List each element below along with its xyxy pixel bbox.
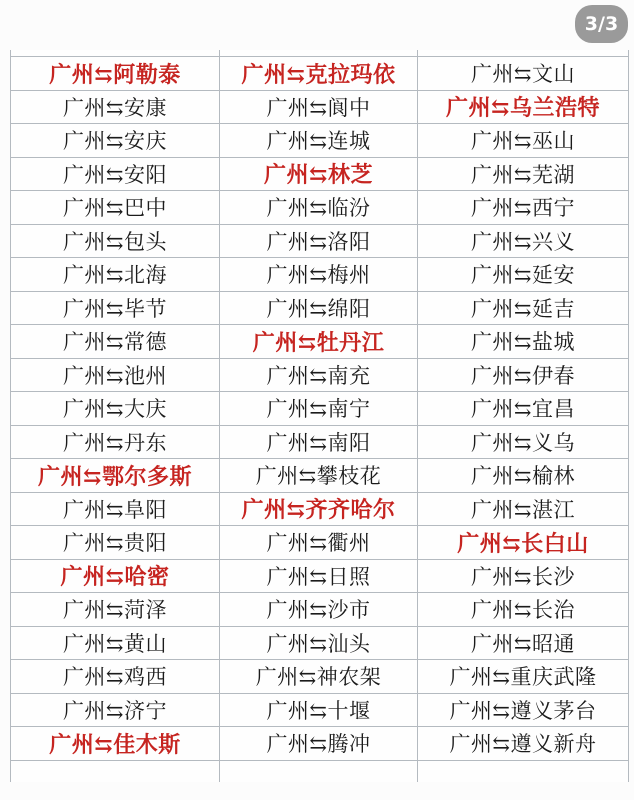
route-cell: 广州⇆安庆 — [10, 124, 220, 157]
route-cell: 广州⇆衢州 — [220, 526, 418, 559]
route-cell: 广州⇆哈密 — [10, 560, 220, 593]
table-row — [10, 258, 629, 292]
route-cell: 广州⇆延吉 — [418, 292, 629, 325]
route-cell: 广州⇆贵阳 — [10, 526, 220, 559]
route-cell: 广州⇆榆林 — [418, 459, 629, 492]
route-cell: 广州⇆遵义新舟 — [418, 727, 629, 760]
route-cell: 广州⇆南充 — [220, 359, 418, 392]
route-cell: 广州⇆毕节 — [10, 292, 220, 325]
route-cell: 广州⇆池州 — [10, 359, 220, 392]
table-row — [10, 694, 629, 728]
route-cell: 广州⇆湛江 — [418, 493, 629, 526]
route-cell: 广州⇆安康 — [10, 91, 220, 124]
route-cell: 广州⇆伊春 — [418, 359, 629, 392]
route-cell: 广州⇆洛阳 — [220, 225, 418, 258]
page-indicator-badge: 3/3 — [575, 5, 628, 43]
table-row — [10, 426, 629, 460]
route-cell: 广州⇆阜阳 — [10, 493, 220, 526]
route-cell: 广州⇆宜昌 — [418, 392, 629, 425]
route-cell: 广州⇆汕头 — [220, 627, 418, 660]
route-cell: 广州⇆鸡西 — [10, 660, 220, 693]
table-row — [10, 526, 629, 560]
route-cell: 广州⇆兴义 — [418, 225, 629, 258]
route-cell: 广州⇆大庆 — [10, 392, 220, 425]
table-row — [10, 124, 629, 158]
route-cell: 广州⇆义乌 — [418, 426, 629, 459]
table-row — [10, 191, 629, 225]
table-row — [10, 627, 629, 661]
route-cell: 广州⇆绵阳 — [220, 292, 418, 325]
table-row — [10, 459, 629, 493]
route-cell: 广州⇆长沙 — [418, 560, 629, 593]
route-cell: 广州⇆包头 — [10, 225, 220, 258]
route-cell: 广州⇆济宁 — [10, 694, 220, 727]
route-cell: 广州⇆南宁 — [220, 392, 418, 425]
table-row — [10, 660, 629, 694]
empty-cell — [10, 50, 220, 56]
route-cell: 广州⇆日照 — [220, 560, 418, 593]
route-cell: 广州⇆腾冲 — [220, 727, 418, 760]
route-cell: 广州⇆阿勒泰 — [10, 57, 220, 90]
routes-table — [10, 50, 629, 782]
route-cell: 广州⇆林芝 — [220, 158, 418, 191]
table-top-sliver-row — [10, 50, 629, 57]
table-row — [10, 727, 629, 761]
route-cell: 广州⇆神农架 — [220, 660, 418, 693]
table-row — [10, 57, 629, 91]
route-cell: 广州⇆齐齐哈尔 — [220, 493, 418, 526]
route-cell: 广州⇆梅州 — [220, 258, 418, 291]
route-cell: 广州⇆巫山 — [418, 124, 629, 157]
table-row — [10, 225, 629, 259]
table-row — [10, 292, 629, 326]
table-row — [10, 91, 629, 125]
table-row — [10, 325, 629, 359]
route-cell: 广州⇆丹东 — [10, 426, 220, 459]
route-cell: 广州⇆南阳 — [220, 426, 418, 459]
empty-cell — [418, 761, 629, 782]
route-cell: 广州⇆乌兰浩特 — [418, 91, 629, 124]
route-cell: 广州⇆安阳 — [10, 158, 220, 191]
route-cell: 广州⇆昭通 — [418, 627, 629, 660]
route-cell: 广州⇆文山 — [418, 57, 629, 90]
route-cell: 广州⇆克拉玛依 — [220, 57, 418, 90]
route-cell: 广州⇆十堰 — [220, 694, 418, 727]
empty-cell — [220, 761, 418, 782]
route-cell: 广州⇆北海 — [10, 258, 220, 291]
route-cell: 广州⇆阆中 — [220, 91, 418, 124]
route-cell: 广州⇆佳木斯 — [10, 727, 220, 760]
table-row — [10, 158, 629, 192]
empty-cell — [418, 50, 629, 56]
empty-cell — [220, 50, 418, 56]
route-cell: 广州⇆西宁 — [418, 191, 629, 224]
empty-cell — [10, 761, 220, 782]
route-cell: 广州⇆巴中 — [10, 191, 220, 224]
table-bottom-partial-row — [10, 761, 629, 782]
route-cell: 广州⇆菏泽 — [10, 593, 220, 626]
route-cell: 广州⇆芜湖 — [418, 158, 629, 191]
route-cell: 广州⇆临汾 — [220, 191, 418, 224]
table-row — [10, 359, 629, 393]
table-row — [10, 392, 629, 426]
route-cell: 广州⇆鄂尔多斯 — [10, 459, 220, 492]
table-row — [10, 493, 629, 527]
route-cell: 广州⇆黄山 — [10, 627, 220, 660]
route-cell: 广州⇆盐城 — [418, 325, 629, 358]
table-row — [10, 593, 629, 627]
route-cell: 广州⇆攀枝花 — [220, 459, 418, 492]
route-cell: 广州⇆常德 — [10, 325, 220, 358]
route-cell: 广州⇆遵义茅台 — [418, 694, 629, 727]
route-cell: 广州⇆延安 — [418, 258, 629, 291]
route-cell: 广州⇆重庆武隆 — [418, 660, 629, 693]
route-cell: 广州⇆牡丹江 — [220, 325, 418, 358]
table-row — [10, 560, 629, 594]
route-cell: 广州⇆连城 — [220, 124, 418, 157]
route-cell: 广州⇆长白山 — [418, 526, 629, 559]
route-cell: 广州⇆沙市 — [220, 593, 418, 626]
route-cell: 广州⇆长治 — [418, 593, 629, 626]
